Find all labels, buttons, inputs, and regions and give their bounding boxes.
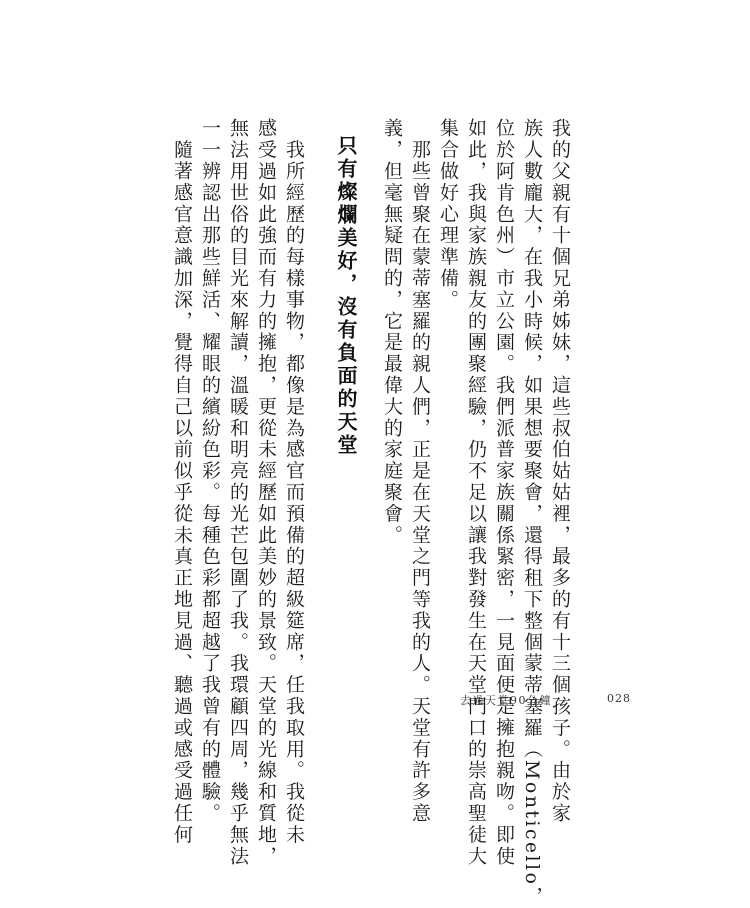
text-column: 感受過如此強而有力的擁抱，更從未經歷如此美妙的景致。天堂的光線和質地， (255, 118, 277, 867)
text-column: 無法用世俗的目光來解讀，溫暖和明亮的光芒包圍了我。我環顧四周，幾乎無法 (227, 118, 249, 867)
text-column: 隨著感官意識加深，覺得自己以前似乎從未真正地見過、聽過或感受過任何 (171, 118, 193, 846)
text-column: 一一辨認出那些鮮活、耀眼的繽紛色彩。每種色彩都超越了我曾有的體驗。 (199, 118, 221, 825)
text-column: 我的父親有十個兄弟姊妹，這些叔伯姑姑裡，最多的有十三個孩子。由於家 (549, 118, 571, 825)
text-column: 那些曾聚在蒙蒂塞羅的親人們，正是在天堂之門等我的人。天堂有許多意 (409, 118, 431, 825)
text-column: 我所經歷的每樣事物，都像是為感官而預備的超級筵席，任我取用。我從未 (283, 118, 305, 846)
text-column: 義，但毫無疑問的，它是最偉大的家庭聚會。 (381, 118, 403, 546)
running-footer-title: 去過天堂90分鐘 (460, 694, 552, 707)
text-column: 位於阿肯色州）市立公園。我們派普家族關係緊密，一見面便是擁抱親吻。即使 (493, 118, 515, 867)
text-column: 集合做好心理準備。 (437, 118, 459, 311)
section-heading: 只有燦爛美好，沒有負面的天堂 (334, 135, 358, 457)
text-column: 如此，我與家族親友的團聚經驗，仍不足以讓我對發生在天堂門口的崇高聖徒大 (465, 118, 487, 867)
page-number: 028 (607, 692, 631, 705)
text-column: 族人數龐大，在我小時候，如果想要聚會，還得租下整個蒙蒂塞羅（Monticello， (521, 118, 543, 908)
